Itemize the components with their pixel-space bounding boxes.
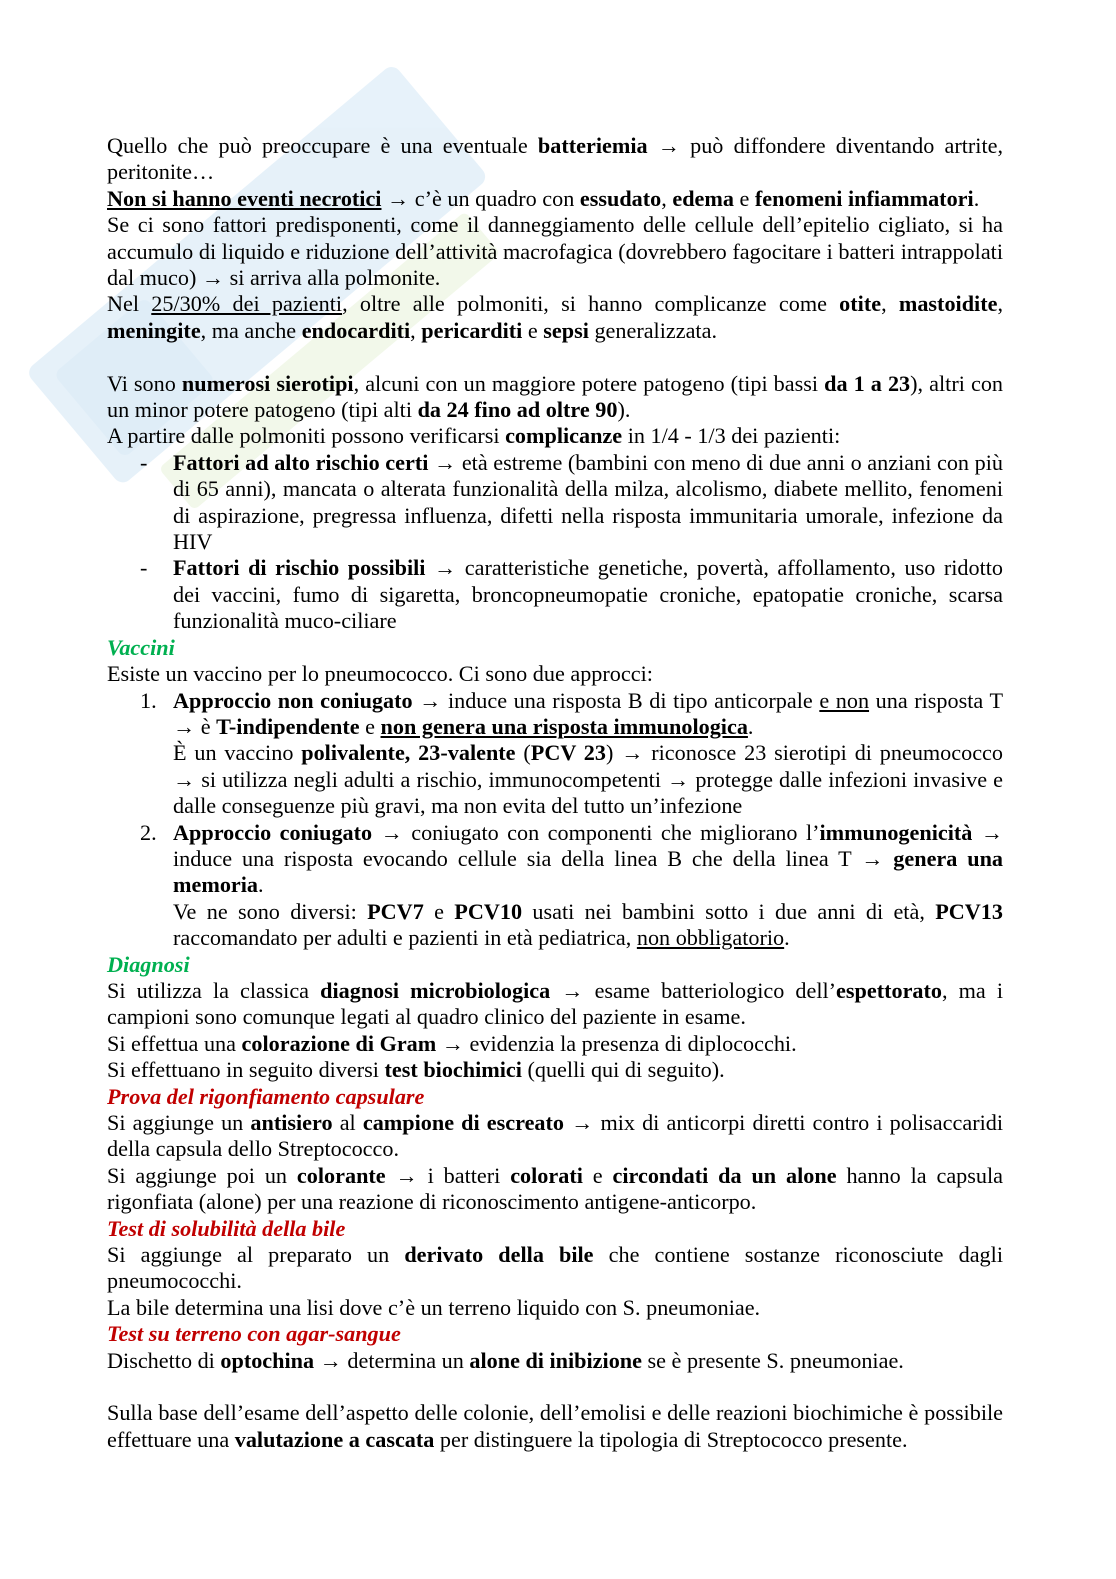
- text-run: usati nei bambini sotto i due anni di età,: [522, 898, 936, 924]
- text-run: Quello che può preoccupare è una eventuale: [107, 133, 538, 158]
- text-run: → induce una risposta B di tipo anticorpale: [412, 687, 820, 713]
- bold-term: genera una memoria: [173, 845, 1004, 898]
- text-run: .: [973, 185, 980, 211]
- text-run: → mix di anticorpi diretti contro i polisaccaridi della capsula dello Streptococco.: [107, 1110, 1003, 1162]
- bold-term: T-indipendente: [216, 713, 360, 739]
- paragraph-predisponenti: [107, 212, 1003, 291]
- text-run: e: [522, 317, 544, 343]
- subsection-heading-rigonfiamento: Prova del rigonfiamento capsulare: [107, 1083, 425, 1109]
- text-run: , alcuni con un maggiore potere patogeno (tipi bassi: [353, 370, 825, 396]
- text-run: A partire dalle polmoniti possono verificarsi: [107, 423, 506, 449]
- bold-term: numerosi sierotipi: [181, 370, 354, 396]
- approach-detail: [107, 899, 1003, 952]
- blank-line: [107, 344, 1003, 370]
- paragraph-colorante: [107, 1163, 1003, 1216]
- text-run: e: [733, 185, 755, 211]
- paragraph-test-biochimici: [107, 1057, 1003, 1083]
- bold-term: test biochimici: [384, 1057, 522, 1083]
- bold-term: colorazione di Gram: [241, 1030, 437, 1056]
- subsection-heading-agar: Test su terreno con agar-sangue: [107, 1321, 401, 1347]
- bold-term: immunogenicità: [819, 819, 973, 845]
- bold-term: optochina: [220, 1347, 315, 1373]
- risk-factor-item: [107, 555, 1003, 634]
- paragraph-conclusione: [107, 1400, 1003, 1453]
- bold-term: colorati: [510, 1162, 583, 1188]
- approach-item: [107, 820, 1003, 899]
- bold-term: Approccio non coniugato: [173, 687, 413, 713]
- text-run: Vi sono: [107, 370, 182, 396]
- bold-term: alone di inibizione: [469, 1347, 642, 1373]
- text-run: → induce una risposta evocando cellule sia della linea B che della linea T →: [173, 819, 1004, 871]
- bold-term: PCV10: [454, 898, 523, 924]
- text-run: .: [258, 872, 264, 898]
- text-run: ,: [661, 185, 673, 211]
- bold-term: da 1 a 23: [824, 370, 911, 396]
- bold-term: fenomeni infiammatori: [754, 185, 974, 211]
- bold-term: campione di escreato: [362, 1110, 565, 1136]
- text-run: .: [784, 925, 790, 951]
- bold-term: Approccio coniugato: [173, 819, 373, 845]
- text-run: che contiene sostanze riconosciute dagli pneumococchi.: [107, 1242, 1003, 1294]
- bold-term: PCV7: [367, 898, 424, 924]
- paragraph-lisi: [107, 1295, 1003, 1321]
- text-run: , ma anche: [200, 317, 302, 343]
- underlined-term: 25/30% dei pazienti: [151, 291, 343, 317]
- text-run: , ma i campioni sono comunque legati al quadro clinico del paziente in esame.: [107, 977, 1003, 1030]
- approach-detail: [107, 740, 1003, 819]
- paragraph-vaccini-intro: [107, 661, 1003, 687]
- text-run: .: [747, 713, 754, 739]
- bold-term: antisiero: [250, 1110, 333, 1136]
- text-run: se è presente S. pneumoniae.: [641, 1347, 904, 1373]
- text-run: ,: [410, 317, 422, 343]
- paragraph-gram: [107, 1031, 1003, 1057]
- paragraph-complicanze-polmoniti: [107, 291, 1003, 344]
- bold-term: mastoidite: [898, 291, 998, 317]
- text-run: Si aggiunge poi un: [107, 1162, 297, 1188]
- text-run: ), altri con un minor potere patogeno (tipi alti: [107, 370, 1004, 423]
- text-run: generalizzata.: [588, 317, 717, 343]
- text-run: una risposta T → è: [173, 687, 1003, 739]
- text-run: hanno la capsula rigonfiata (alone) per una reazione di riconoscimento antigene-anticorpo.: [107, 1162, 1003, 1215]
- bold-term: da 24 fino ad oltre 90: [417, 397, 618, 423]
- text-run: ) → riconosce 23 sierotipi di pneumococco → si utilizza negli adulti a rischio, immunocompetenti → protegge dalle infezioni invasive e dalle conseguenze più gravi, ma non evita del tutto un’infezione: [173, 740, 1004, 819]
- text-run: Ve ne sono diversi:: [173, 898, 368, 924]
- text-run: → caratteristiche genetiche, povertà, affollamento, uso ridotto dei vaccini, fumo di sigaretta, broncopneumopatie croniche, epatopatie croniche, scarsa funzionalità muco-ciliare: [173, 555, 1003, 634]
- bold-term: polivalente, 23-valente: [301, 740, 516, 766]
- text-run: → i batteri: [385, 1162, 511, 1188]
- bold-term: sepsi: [543, 317, 589, 343]
- text-run: → esame batteriologico dell’: [550, 977, 837, 1003]
- text-run: Si effettuano in seguito diversi: [107, 1057, 385, 1083]
- underlined-term: e non: [819, 687, 870, 713]
- bold-term: complicanze: [505, 423, 623, 449]
- subsection-heading-bile: Test di solubilità della bile: [107, 1215, 346, 1241]
- paragraph-complicanze: [107, 423, 1003, 449]
- text-run: al: [332, 1110, 363, 1136]
- text-run: → può diffondere diventando artrite, peritonite…: [107, 133, 1004, 185]
- paragraph-derivato-bile: [107, 1242, 1003, 1295]
- text-run: e: [359, 713, 381, 739]
- text-run: → età estreme (bambini con meno di due anni o anziani con più di 65 anni), mancata o alterata funzionalità della milza, alcolismo, diabete mellito, fenomeni di aspirazione, pregressa influenza, difetti nella risposta immunitaria umorale, infezione da HIV: [173, 449, 1003, 555]
- text-run: Si aggiunge un: [107, 1110, 251, 1136]
- paragraph-optochina: [107, 1348, 1003, 1374]
- document-body: [107, 133, 1003, 1453]
- underlined-term: non obbligatorio: [636, 925, 785, 951]
- text-run: raccomandato per adulti e pazienti in età pediatrica,: [173, 925, 637, 951]
- bold-term: circondati da un alone: [612, 1162, 837, 1188]
- paragraph-batteriemia: [107, 133, 1003, 186]
- text-run: e: [423, 898, 455, 924]
- text-run: → determina un: [314, 1347, 470, 1373]
- bold-term: essudato: [579, 185, 662, 211]
- paragraph-necrotici: [107, 186, 1003, 212]
- bold-term: otite: [839, 291, 882, 317]
- paragraph-antisiero: [107, 1110, 1003, 1163]
- text-run: Si effettua una: [107, 1030, 242, 1056]
- bold-term: valutazione a cascata: [234, 1426, 435, 1452]
- section-heading-vaccini: Vaccini: [107, 634, 175, 660]
- bold-term: colorante: [296, 1162, 386, 1188]
- list-marker: -: [140, 449, 148, 475]
- bold-term: espettorato: [836, 977, 943, 1003]
- bold-term: PCV 23: [530, 740, 606, 766]
- text-run: Dischetto di: [107, 1347, 221, 1373]
- bold-term: PCV13: [935, 898, 1003, 924]
- text-run: ,: [881, 291, 899, 317]
- text-run: → coniugato con componenti che migliorano l’: [372, 819, 820, 845]
- text-run: e: [582, 1162, 613, 1188]
- bold-term: edema: [672, 185, 734, 211]
- paragraph-sierotipi: [107, 371, 1003, 424]
- list-marker: -: [140, 555, 148, 581]
- bold-term: derivato della bile: [404, 1242, 594, 1268]
- text-run: , oltre alle polmoniti, si hanno complicanze come: [342, 291, 840, 317]
- bold-underlined-term: Non si hanno eventi necrotici: [107, 185, 382, 211]
- bold-underlined-term: non genera una risposta immunologica: [380, 713, 748, 739]
- text-run: → evidenzia la presenza di diplococchi.: [436, 1030, 797, 1056]
- blank-line: [107, 1374, 1003, 1400]
- text-run: (quelli qui di seguito).: [521, 1057, 725, 1083]
- bold-term: pericarditi: [421, 317, 523, 343]
- risk-factor-item: [107, 450, 1003, 556]
- text-run: Nel: [107, 291, 152, 317]
- text-run: Si utilizza la classica: [107, 977, 321, 1003]
- text-run: per distinguere la tipologia di Streptococco presente.: [434, 1426, 908, 1452]
- bold-term: Fattori di rischio possibili: [173, 555, 426, 581]
- bold-term: meningite: [107, 317, 201, 343]
- text-run: Si aggiunge al preparato un: [107, 1242, 405, 1268]
- text-run: → c’è un quadro con: [381, 185, 580, 211]
- text-run: La bile determina una lisi dove c’è un terreno liquido con S. pneumoniae.: [107, 1294, 761, 1320]
- text-run: È un vaccino: [173, 740, 302, 766]
- list-number: 2.: [140, 819, 157, 845]
- bold-term: endocarditi: [301, 317, 411, 343]
- text-run: Sulla base dell’esame dell’aspetto delle colonie, dell’emolisi e delle reazioni biochimiche è possibile effettuare una: [107, 1400, 1003, 1452]
- list-number: 1.: [140, 687, 157, 713]
- text-run: ).: [617, 397, 631, 423]
- text-run: in 1/4 - 1/3 dei pazienti:: [622, 423, 841, 449]
- section-heading-diagnosi: Diagnosi: [107, 951, 190, 977]
- text-run: Se ci sono fattori predisponenti, come il danneggiamento delle cellule dell’epitelio cigliato, si ha accumulo di liquido e riduzione dell’attività macrofagica (dovrebbero fagocitare i batteri intrappolati dal muco) → si arriva alla polmonite.: [107, 212, 1003, 291]
- paragraph-diagnosi: [107, 978, 1003, 1031]
- text-run: (: [515, 740, 531, 766]
- approach-item: [107, 688, 1003, 741]
- text-run: ,: [997, 291, 1003, 317]
- text-run: Esiste un vaccino per lo pneumococco. Ci sono due approcci:: [107, 661, 653, 687]
- bold-term: Fattori ad alto rischio certi: [173, 449, 429, 475]
- bold-term: batteriemia: [537, 133, 648, 158]
- bold-term: diagnosi microbiologica: [320, 977, 551, 1003]
